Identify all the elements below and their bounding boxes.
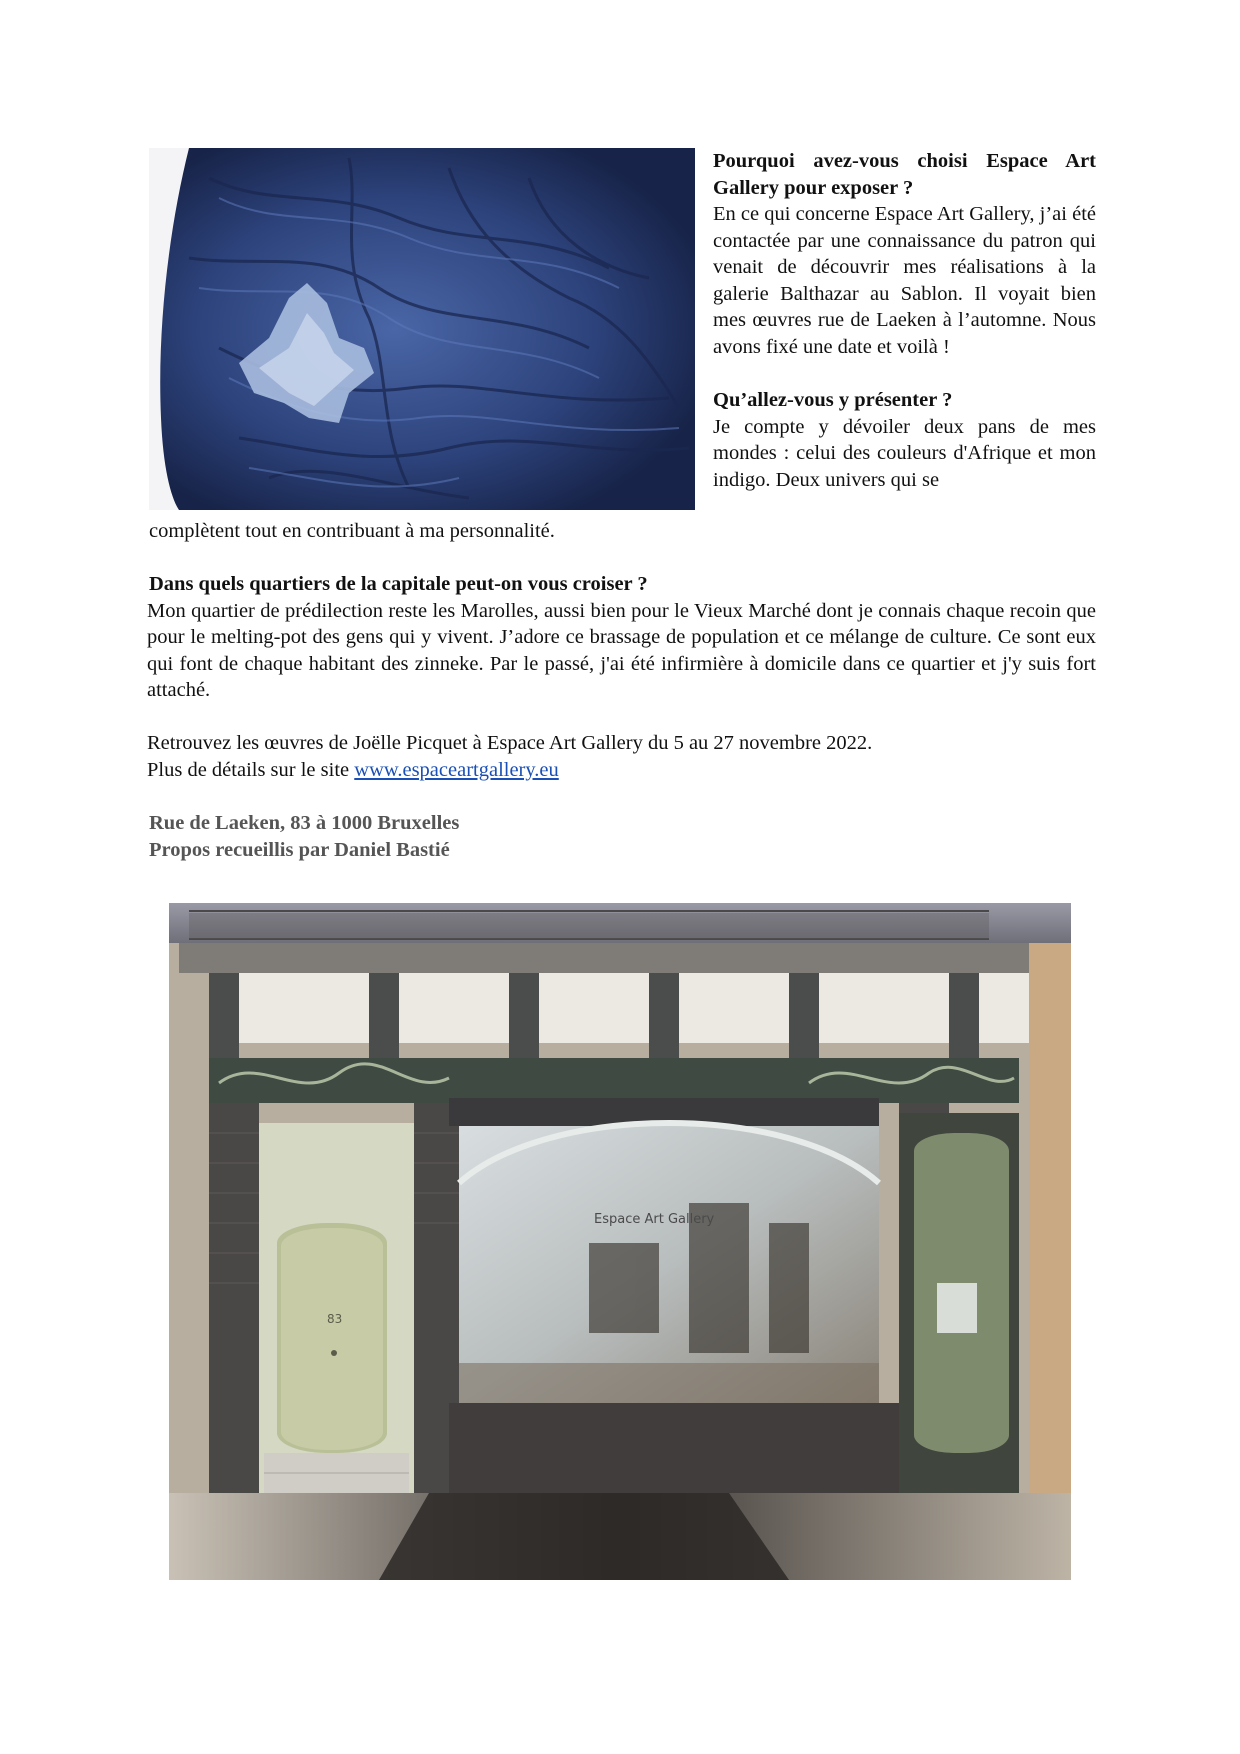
answer-what-present-start: Je compte y dévoiler deux pans de mes mondes : celui des couleurs d'Afrique et mon indigo. Deux univers qui se	[713, 415, 1096, 491]
answer-what-present-end: complètent tout en contribuant à ma personnalité.	[149, 520, 555, 542]
question-what-present: Qu’allez-vous y présenter ?	[713, 389, 953, 411]
window-sign: Espace Art Gallery	[594, 1212, 715, 1227]
gallery-storefront-photo	[169, 903, 1071, 1580]
right-column	[713, 148, 1096, 493]
credit-line: Propos recueillis par Daniel Bastié	[149, 838, 450, 861]
indigo-artwork-image	[149, 148, 695, 510]
question-why-gallery: Pourquoi avez-vous choisi Espace Art Gallery pour exposer ?	[713, 150, 1096, 199]
neighbourhood-section	[147, 571, 1096, 704]
question-neighbourhood: Dans quels quartiers de la capitale peut-on vous croiser ?	[149, 573, 648, 595]
door-number: 83	[327, 1312, 343, 1326]
answer-neighbourhood: Mon quartier de prédilection reste les Marolles, aussi bien pour le Vieux Marché dont je connais chaque recoin que pour le melting-pot des gens qui y vivent. J’adore ce brassage de population et ce mélange de culture. Ce sont eux qui font de chaque habitant des zinneke. Par le passé, j'ai été infirmière à domicile dans ce quartier et j'y suis fort attaché.	[147, 599, 1096, 701]
exhibition-info	[147, 730, 1096, 783]
website-link[interactable]: www.espaceartgallery.eu	[354, 758, 559, 781]
answer-why-gallery: En ce qui concerne Espace Art Gallery, j’ai été contactée par une connaissance du patron qui venait de découvrir mes réalisations à la galerie Balthazar au Sablon. Il voyait bien mes œuvres rue de Laeken à l’automne. Nous avons fixé une date et voilà !	[713, 203, 1096, 358]
address-line: Rue de Laeken, 83 à 1000 Bruxelles	[149, 812, 460, 834]
signature-block	[149, 810, 1098, 863]
details-prefix: Plus de détails sur le site	[147, 758, 355, 781]
exhibition-line: Retrouvez les œuvres de Joëlle Picquet à Espace Art Gallery du 5 au 27 novembre 2022.	[147, 732, 873, 754]
